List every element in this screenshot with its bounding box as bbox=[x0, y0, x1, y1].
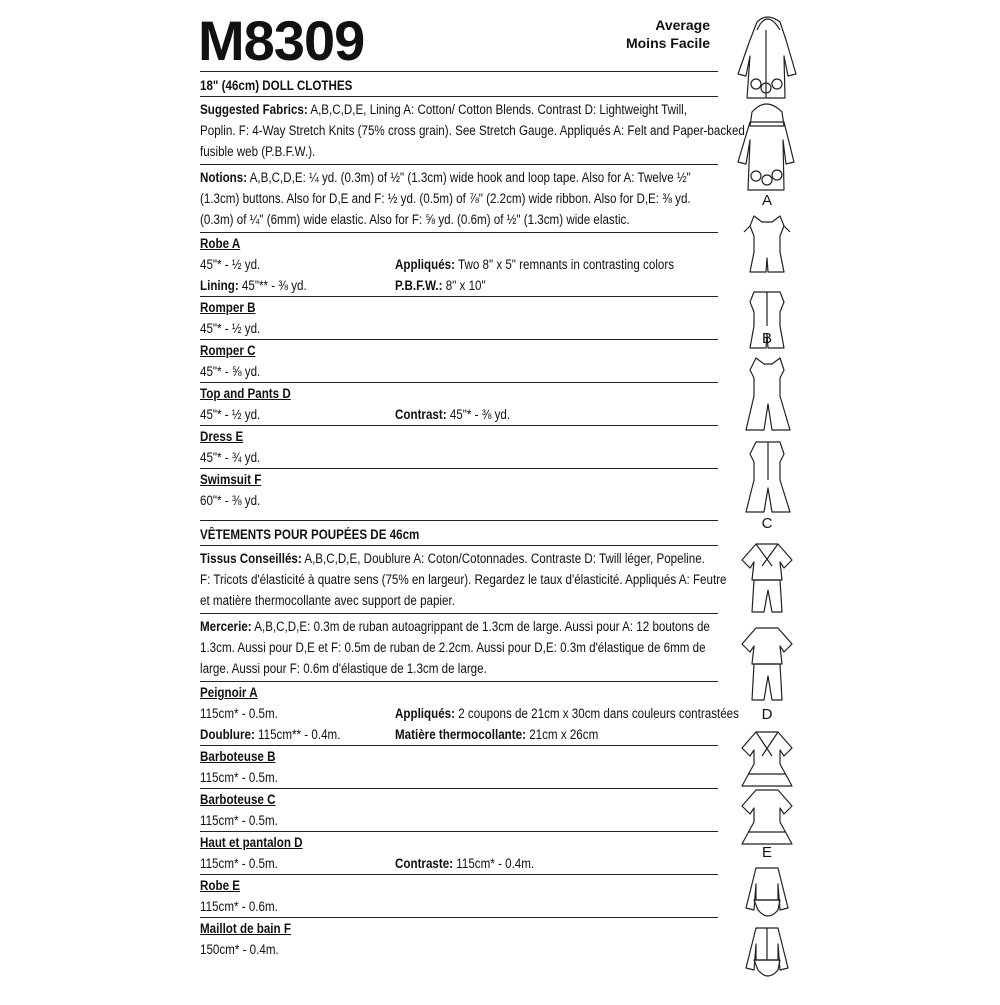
interfacing-label: Matière thermocollante: bbox=[395, 727, 526, 742]
difficulty-level bbox=[600, 16, 710, 52]
pbfw-label: P.B.F.W.: bbox=[395, 278, 443, 293]
notions-label: Notions: bbox=[200, 170, 248, 185]
yardage: 45"* - ½ yd. bbox=[200, 407, 261, 422]
yardage: 115cm* - 0.5m. bbox=[200, 856, 278, 871]
english-heading: 18" (46cm) DOLL CLOTHES bbox=[200, 78, 353, 93]
fabrics-label: Suggested Fabrics: bbox=[200, 102, 308, 117]
romper-c-front-illustration bbox=[746, 358, 790, 430]
notions-label: Mercerie: bbox=[200, 619, 252, 634]
lining-value: 115cm** - 0.4m. bbox=[254, 727, 341, 742]
dress-e-front-illustration bbox=[742, 732, 792, 786]
lining-value: 45"** - ⅜ yd. bbox=[238, 278, 307, 293]
notions-text: A,B,C,D,E: ¼ yd. (0.3m) of ½" (1.3cm) wide hook and loop tape. Also for A: Twelve ½" bbox=[249, 170, 691, 185]
fabrics-label: Tissus Conseillés: bbox=[200, 551, 302, 566]
romper-c-back-illustration bbox=[746, 442, 790, 512]
yardage: 60"* - ⅜ yd. bbox=[200, 493, 261, 508]
pbfw-value: 8" x 10" bbox=[442, 278, 486, 293]
contrast-label: Contraste: bbox=[395, 856, 454, 871]
notions-text: 1.3cm. Aussi pour D,E et F: 0.5m de ruban de 2.2cm. Aussi pour D,E: 0.3m d'élastique de 6mm de bbox=[200, 640, 706, 655]
view-block bbox=[200, 340, 718, 382]
lining-label: Doublure: bbox=[200, 727, 255, 742]
view-block bbox=[200, 918, 718, 960]
view-block bbox=[200, 426, 718, 468]
romper-b-front-illustration bbox=[744, 216, 790, 272]
view-block bbox=[200, 832, 718, 874]
swimsuit-f-back-illustration bbox=[746, 928, 788, 976]
view-label-c: C bbox=[761, 515, 773, 532]
french-fabrics bbox=[200, 548, 727, 611]
view-title: Barboteuse B bbox=[200, 749, 276, 764]
robe-a-back-illustration bbox=[738, 104, 794, 190]
pattern-number: M8309 bbox=[198, 9, 365, 72]
view-block bbox=[200, 297, 718, 339]
view-block bbox=[200, 746, 718, 788]
view-title: Swimsuit F bbox=[200, 472, 262, 487]
view-label-e: E bbox=[761, 844, 772, 861]
view-title: Romper C bbox=[200, 343, 256, 358]
view-title: Haut et pantalon D bbox=[200, 835, 303, 850]
top-pants-d-back-illustration bbox=[742, 628, 792, 700]
fabrics-text: fusible web (P.B.F.W.). bbox=[200, 144, 316, 159]
english-section bbox=[200, 71, 745, 511]
robe-a-front-illustration bbox=[738, 17, 796, 98]
view-title: Robe E bbox=[200, 878, 241, 893]
contrast-value: 115cm* - 0.4m. bbox=[453, 856, 535, 871]
yardage: 45"* - ¾ yd. bbox=[200, 450, 261, 465]
notions-text: (1.3cm) buttons. Also for D,E and F: ½ yd. (0.5m) of ⅞" (2.2cm) wide ribbon. Also for D,E: ⅜ yd. bbox=[200, 191, 691, 206]
view-block bbox=[200, 875, 718, 917]
yardage: 45"* - ⅝ yd. bbox=[200, 364, 261, 379]
top-pants-d-front-illustration bbox=[742, 544, 792, 612]
view-title: Maillot de bain F bbox=[200, 921, 291, 936]
contrast-label: Contrast: bbox=[395, 407, 447, 422]
lining-label: Lining: bbox=[200, 278, 239, 293]
interfacing-value: 21cm x 26cm bbox=[525, 727, 599, 742]
view-block bbox=[200, 789, 718, 831]
contrast-value: 45"* - ⅜ yd. bbox=[446, 407, 511, 422]
yardage: 115cm* - 0.5m. bbox=[200, 813, 278, 828]
appliques-value: Two 8" x 5" remnants in contrasting colors bbox=[454, 257, 675, 272]
yardage: 115cm* - 0.5m. bbox=[200, 770, 278, 785]
view-label-b: B bbox=[761, 330, 772, 347]
view-block bbox=[200, 233, 718, 296]
difficulty-en: Average bbox=[655, 17, 710, 33]
view-title: Robe A bbox=[200, 236, 241, 251]
fabrics-text: Poplin. F: 4-Way Stretch Knits (75% cross grain). See Stretch Gauge. Appliqués A: Felt and Paper-backed bbox=[200, 123, 745, 138]
fabrics-text: et matière thermocollante avec support de papier. bbox=[200, 593, 455, 608]
english-fabrics bbox=[200, 99, 745, 162]
appliques-value: 2 coupons de 21cm x 30cm dans couleurs contrastées bbox=[454, 706, 739, 721]
yardage: 115cm* - 0.5m. bbox=[200, 706, 278, 721]
fabrics-text: F: Tricots d'élasticité à quatre sens (75% en largeur). Regardez le taux d'élasticité. Appliqués A: Feutre bbox=[200, 572, 727, 587]
appliques-label: Appliqués: bbox=[395, 706, 455, 721]
yardage: 45"* - ½ yd. bbox=[200, 257, 261, 272]
fabrics-text: A,B,C,D,E, Doublure A: Coton/Cotonnades. Contraste D: Twill léger, Popeline. bbox=[304, 551, 705, 566]
french-notions bbox=[200, 616, 718, 679]
yardage: 115cm* - 0.6m. bbox=[200, 899, 278, 914]
notions-text: large. Aussi pour F: 0.6m d'élastique de 1.3cm de large. bbox=[200, 661, 487, 676]
view-title: Top and Pants D bbox=[200, 386, 291, 401]
view-block bbox=[200, 682, 739, 745]
view-label-a: A bbox=[761, 192, 772, 209]
english-notions bbox=[200, 167, 718, 230]
notions-text: A,B,C,D,E: 0.3m de ruban autoagrippant de 1.3cm de large. Aussi pour A: 12 boutons de bbox=[254, 619, 710, 634]
view-block bbox=[200, 469, 718, 511]
view-block bbox=[200, 383, 718, 425]
french-heading: VÊTEMENTS POUR POUPÉES DE 46cm bbox=[200, 527, 420, 542]
yardage: 45"* - ½ yd. bbox=[200, 321, 261, 336]
notions-text: (0.3m) of ¼" (6mm) wide elastic. Also for F: ⅝ yd. (0.6m) of ½" (1.3cm) wide elastic. bbox=[200, 212, 630, 227]
dress-e-back-illustration bbox=[742, 790, 792, 844]
view-title: Romper B bbox=[200, 300, 256, 315]
swimsuit-f-front-illustration bbox=[746, 868, 788, 916]
appliques-label: Appliqués: bbox=[395, 257, 455, 272]
view-title: Barboteuse C bbox=[200, 792, 276, 807]
garment-illustrations bbox=[722, 0, 812, 1000]
view-title: Dress E bbox=[200, 429, 244, 444]
yardage: 150cm* - 0.4m. bbox=[200, 942, 279, 957]
fabrics-text: A,B,C,D,E, Lining A: Cotton/ Cotton Blends. Contrast D: Lightweight Twill, bbox=[310, 102, 687, 117]
view-label-d: D bbox=[761, 706, 773, 723]
view-title: Peignoir A bbox=[200, 685, 258, 700]
french-section bbox=[200, 520, 739, 960]
difficulty-fr: Moins Facile bbox=[625, 35, 710, 51]
